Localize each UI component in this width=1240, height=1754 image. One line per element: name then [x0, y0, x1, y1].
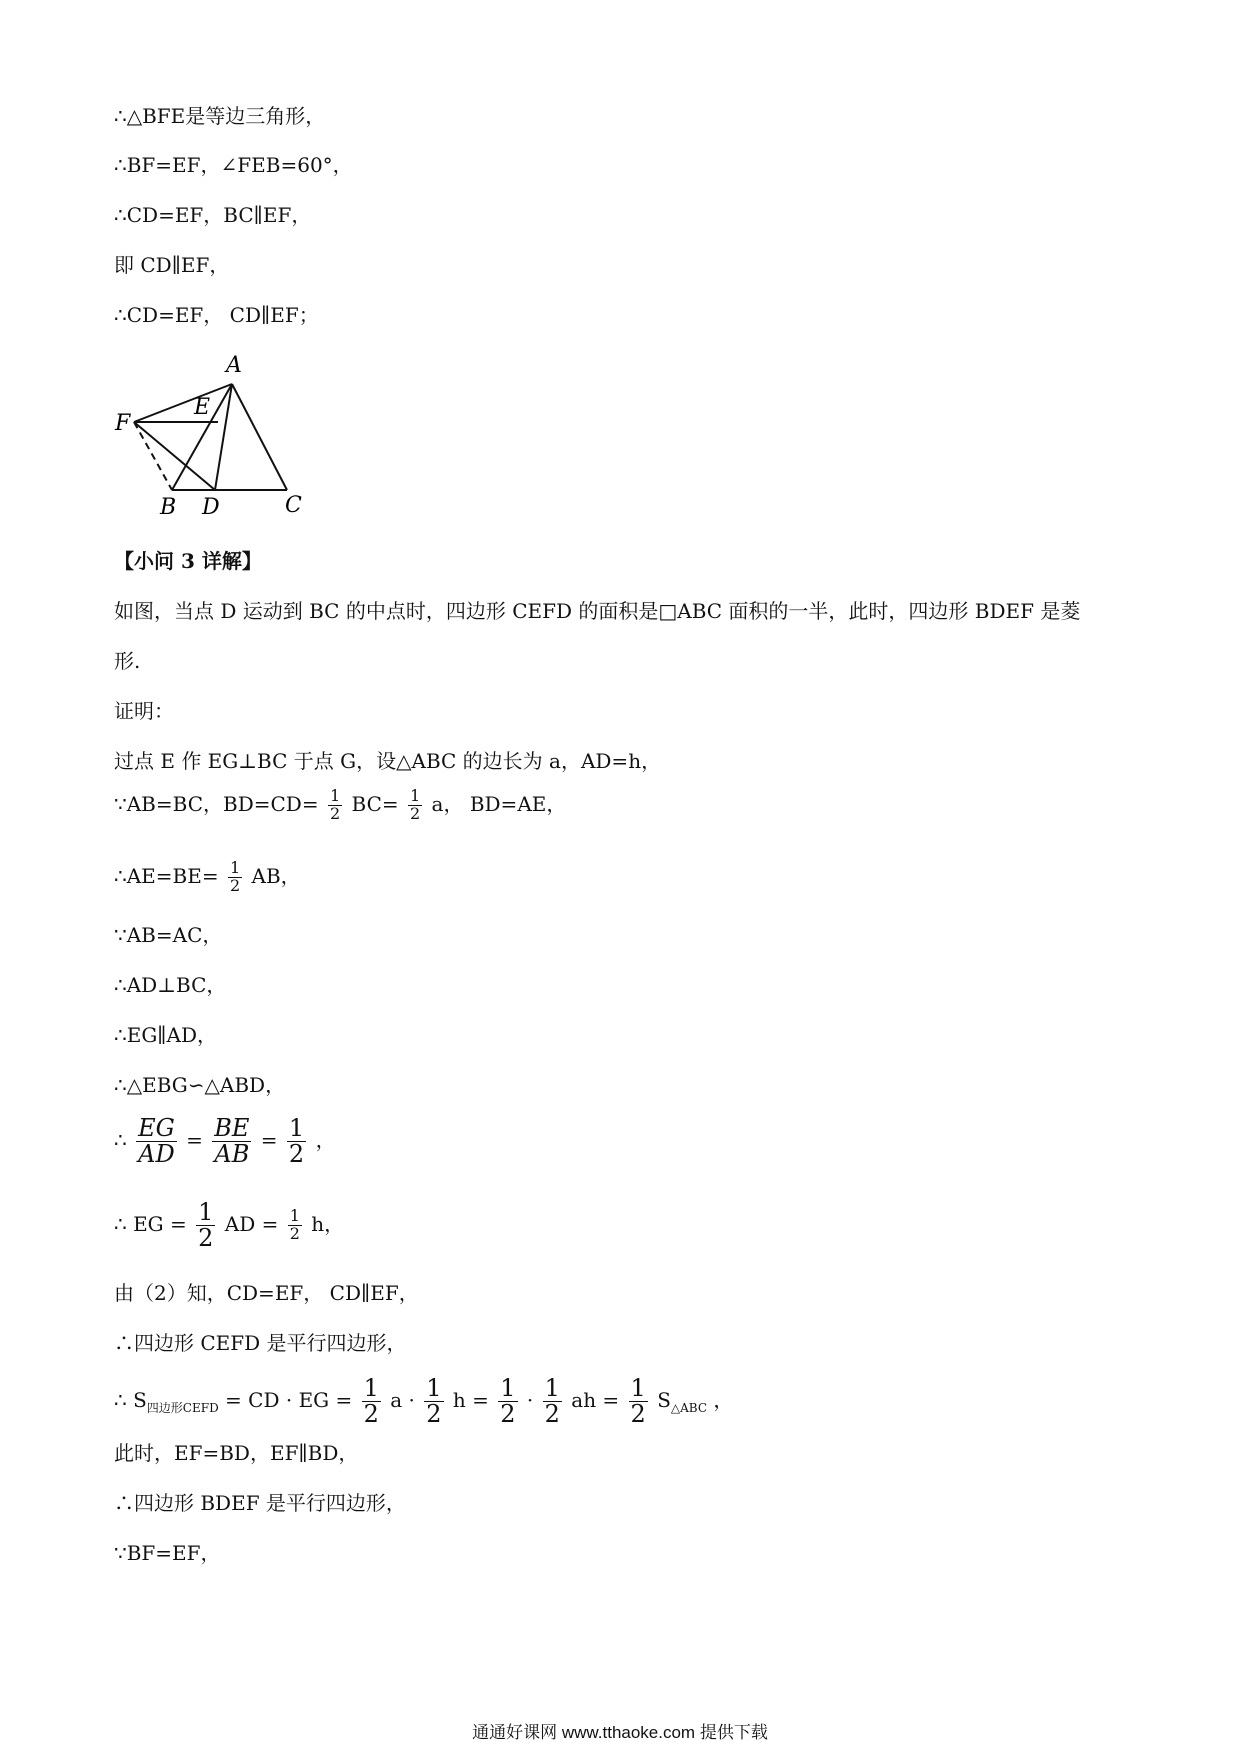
label-E: E: [194, 395, 211, 420]
math-line: ∴AE=BE= $\frac{1}{2}$ AB，: [114, 858, 301, 895]
text-line: ∴AD⊥BC，: [114, 973, 227, 997]
fraction-half: $\frac{1}{2}$: [363, 1374, 379, 1429]
fraction-half: $\frac{1}{2}$: [229, 858, 241, 895]
text-line: 过点 E 作 EG⊥BC 于点 G，设△ABC 的边长为 a，AD=h，: [114, 749, 662, 773]
label-C: C: [285, 493, 302, 518]
label-B: B: [160, 495, 177, 520]
label-D: D: [202, 495, 220, 520]
fraction-half: $\frac{1}{2}$: [410, 786, 421, 823]
section-heading: 【小问 3 详解】: [114, 549, 262, 573]
page-footer: 通通好课网 www.tthaoke.com 提供下载: [472, 1723, 768, 1742]
text-line: ∵BF=EF，: [114, 1541, 221, 1565]
fraction-half: $\frac{1}{2}$: [329, 786, 341, 823]
fraction-half: $\frac{1}{2}$: [426, 1374, 442, 1429]
text-line: ∵AB=AC，: [114, 923, 223, 947]
fraction-half: $\frac{1}{2}$: [288, 1114, 305, 1169]
text-line: 证明：: [114, 699, 174, 723]
text-line: ∴四边形 BDEF 是平行四边形，: [114, 1491, 406, 1515]
fraction-half: $\frac{1}{2}$: [544, 1374, 560, 1429]
text-line: ∴CD=EF， CD∥EF；: [114, 303, 319, 327]
fraction-half: $\frac{1}{2}$: [198, 1198, 214, 1253]
fraction-half: $\frac{1}{2}$: [630, 1374, 646, 1429]
text-line: 此时，EF=BD，EF∥BD，: [114, 1441, 359, 1465]
label-F: F: [115, 411, 131, 436]
text-line: ∴四边形 CEFD 是平行四边形，: [114, 1331, 407, 1355]
fraction-be-ab: $\frac{BE}{AB}$: [214, 1114, 250, 1169]
text-line: 形.: [114, 649, 141, 673]
text-line: ∴EG∥AD，: [114, 1023, 218, 1047]
math-line: ∴ EG = $\frac{1}{2}$ AD = $\frac{1}{2}$ h，: [114, 1198, 345, 1253]
text-line: 如图，当点 D 运动到 BC 的中点时，四边形 CEFD 的面积是□ABC 面积的一半，此时，四边形 BDEF 是菱: [114, 599, 1081, 623]
text-line: ∴BF=EF，∠FEB=60°，: [114, 153, 353, 177]
text-line: ∴CD=EF，BC∥EF，: [114, 203, 312, 227]
text-line: 由（2）知，CD=EF， CD∥EF，: [114, 1281, 419, 1305]
text-line: ∴△BFE是等边三角形，: [114, 104, 326, 128]
geometry-figure: [110, 352, 320, 522]
label-A: A: [226, 353, 242, 378]
text-line: ∴△EBG∽△ABD，: [114, 1073, 286, 1097]
math-line: ∴ $\frac{EG}{AD}$ = $\frac{BE}{AB}$ = $\frac{1}{2}$ ，: [114, 1114, 336, 1169]
fraction-half: $\frac{1}{2}$: [500, 1374, 516, 1429]
fraction-half: $\frac{1}{2}$: [289, 1206, 300, 1244]
text-line: 即 CD∥EF，: [114, 253, 230, 277]
math-line: ∵AB=BC，BD=CD= $\frac{1}{2}$ BC= $\frac{1}{2}$ a， BD=AE，: [114, 786, 567, 823]
math-line: ∴ $S_{四边形CEFD}$ = CD · EG = $\frac{1}{2}$ a · $\frac{1}{2}$ h = $\frac{1}{2}$ · $\frac{1}{2}$ ah = $\frac{1}{2}$ $S_{\triangle ABC}$ ，: [114, 1374, 734, 1429]
fraction-eg-ad: $\frac{EG}{AD}$: [138, 1114, 175, 1169]
